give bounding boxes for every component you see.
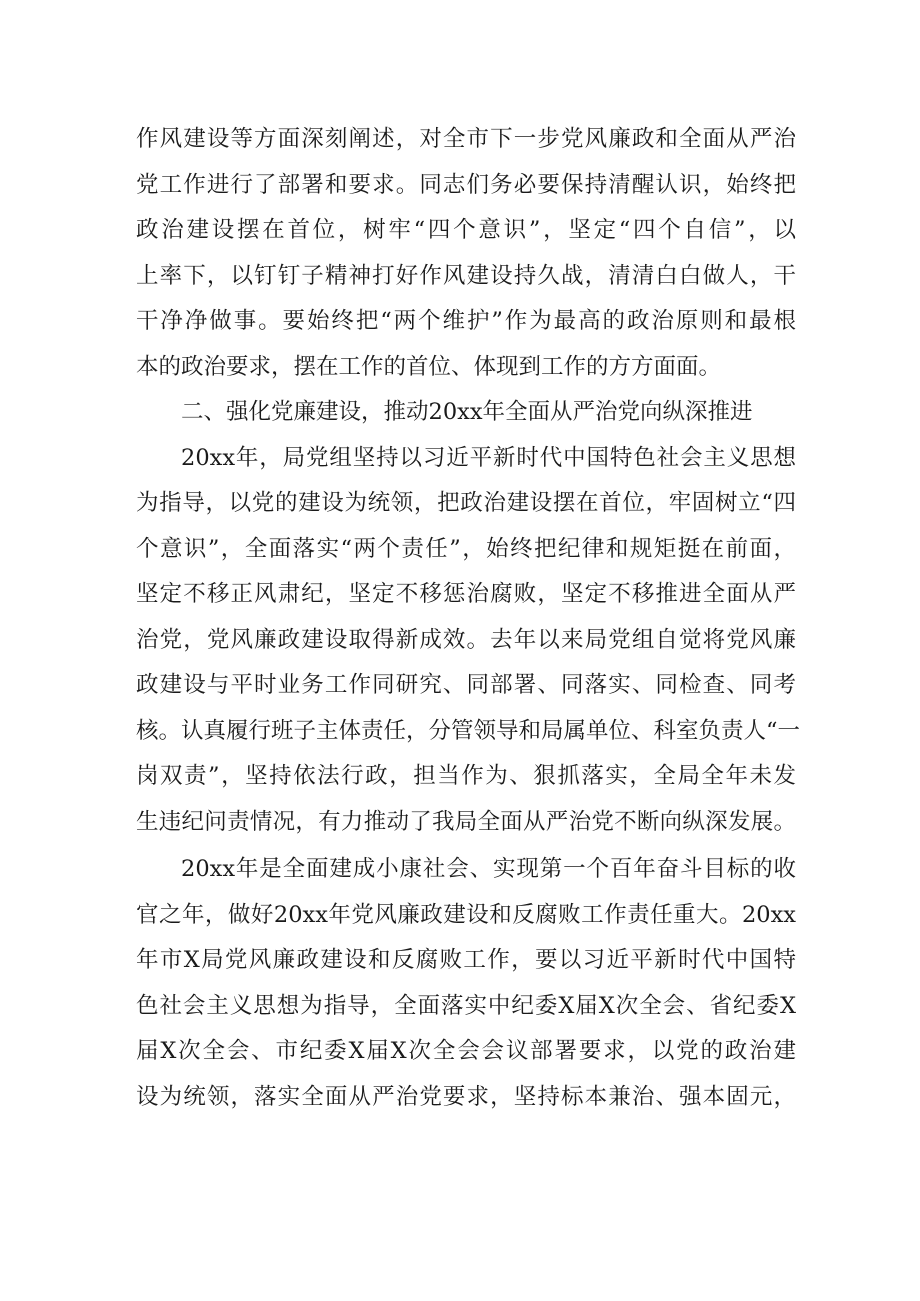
- paragraph-line: 治党，党风廉政建设取得新成效。去年以来局党组自觉将党风廉: [136, 626, 796, 653]
- paragraph-line: 本的政治要求，摆在工作的首位、体现到工作的方方面面。: [136, 353, 722, 380]
- paragraph-line: 年市X局党风廉政建设和反腐败工作，要以习近平新时代中国特: [136, 947, 796, 973]
- section-heading: 二、强化党廉建设，推动20xx年全面从严治党向纵深推进: [181, 399, 753, 425]
- paragraph-line: 生违纪问责情况，有力推动了我局全面从严治党不断向纵深发展。: [136, 808, 796, 835]
- paragraph-line: 党工作进行了部署和要求。同志们务必要保持清醒认识，始终把: [136, 171, 796, 198]
- paragraph-line: 坚定不移正风肃纪，坚定不移惩治腐败，坚定不移推进全面从严: [136, 581, 796, 607]
- document-body: [136, 117, 801, 1120]
- paragraph-line: 20xx年，局党组坚持以习近平新时代中国特色社会主义思想: [181, 444, 796, 471]
- paragraph-line: 干净净做事。要始终把“两个维护”作为最高的政治原则和最根: [136, 308, 796, 334]
- paragraph-line: 官之年，做好20xx年党风廉政建设和反腐败工作责任重大。20xx: [136, 901, 796, 928]
- paragraph-line: 为指导，以党的建设为统领，把政治建设摆在首位，牢固树立“四: [136, 490, 796, 516]
- paragraph-line: 上率下，以钉钉子精神打好作风建设持久战，清清白白做人，干: [136, 262, 796, 289]
- paragraph-line: 色社会主义思想为指导，全面落实中纪委X届X次全会、省纪委X: [136, 992, 796, 1019]
- paragraph-line: 政治建设摆在首位，树牢“四个意识”，坚定“四个自信”，以: [136, 217, 796, 243]
- paragraph-line: 设为统领，落实全面从严治党要求，坚持标本兼治、强本固元，: [136, 1083, 796, 1110]
- paragraph-line: 岗双责”，坚持依法行政，担当作为、狠抓落实，全局全年未发: [136, 763, 796, 789]
- paragraph-line: 个意识”，全面落实“两个责任”，始终把纪律和规矩挺在前面，: [136, 535, 796, 562]
- paragraph-line: 届X次全会、市纪委X届X次全会会议部署要求，以党的政治建: [136, 1038, 796, 1064]
- paragraph-line: 核。认真履行班子主体责任，分管领导和局属单位、科室负责人“一: [136, 717, 801, 744]
- paragraph-line: 20xx年是全面建成小康社会、实现第一个百年奋斗目标的收: [181, 856, 796, 882]
- paragraph-line: 政建设与平时业务工作同研究、同部署、同落实、同检查、同考: [136, 672, 796, 698]
- paragraph-line: 作风建设等方面深刻阐述，对全市下一步党风廉政和全面从严治: [136, 126, 796, 152]
